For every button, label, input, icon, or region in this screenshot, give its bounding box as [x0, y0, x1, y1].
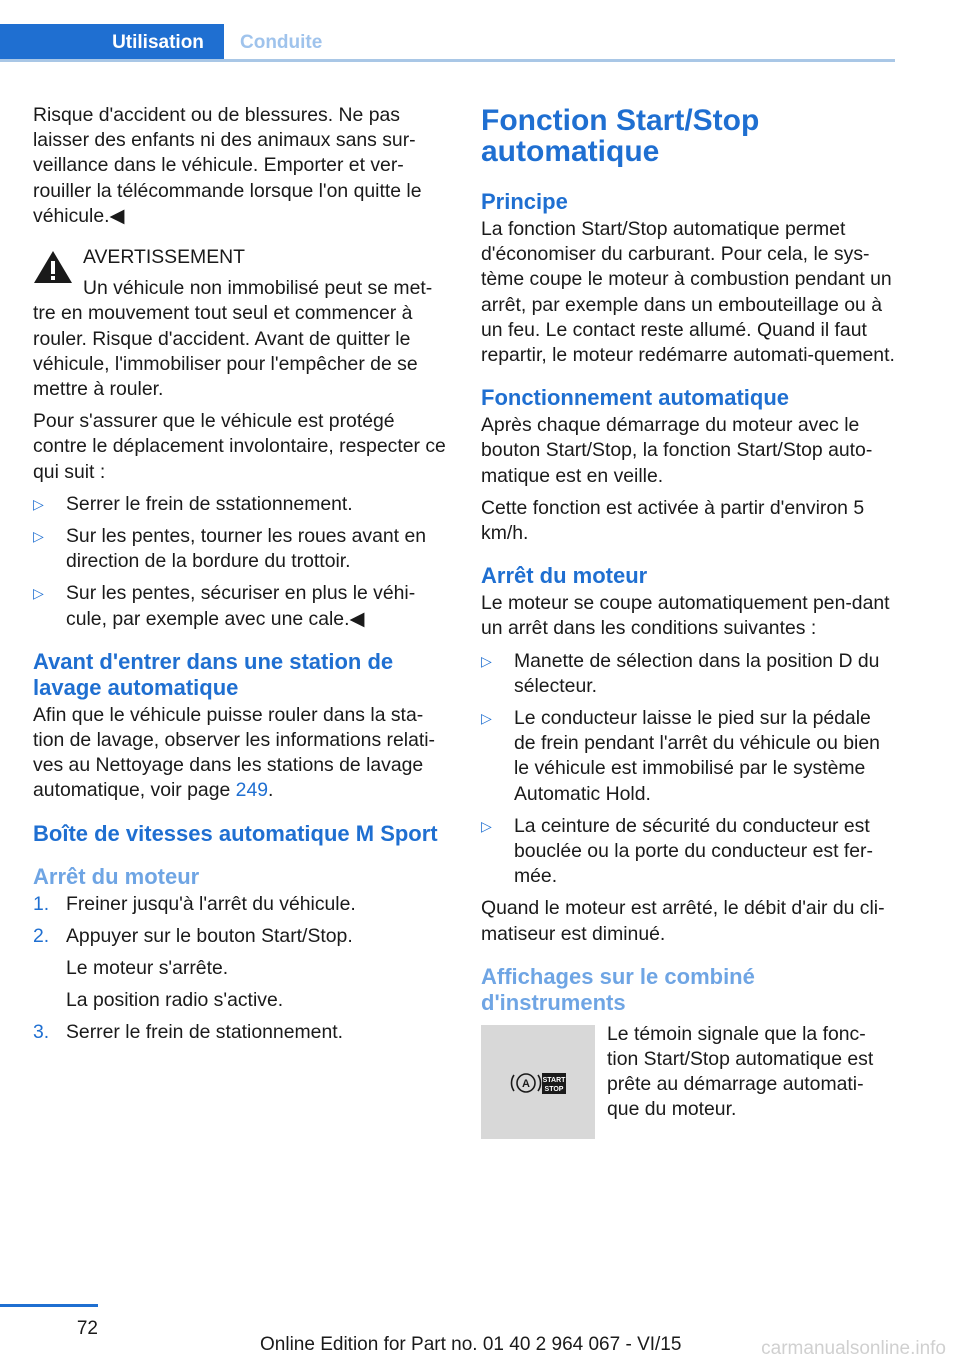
chapter-tabs: [0, 24, 895, 62]
principle-paragraph: La fonction Start/Stop automatique permet d'économiser du carburant. Pour cela, le sys‐tème coupe le moteur à combustion pendant un arrêt, par exemple dans un embouteillage ou à un feu. Le contact reste allumé. Quand il faut repartir, le moteur redémarre automati‐quement.: [481, 218, 895, 367]
indicator-stop-label: STOP: [544, 1085, 564, 1093]
left-paragraph-2: Pour s'assurer que le véhicule est protégé contre le déplacement involontaire, respecter ce qui suit :: [33, 410, 446, 483]
step-text: Freiner jusqu'à l'arrêt du véhicule.: [66, 892, 356, 915]
list-item-text: Sur les pentes, tourner les roues avant en direction de la bordure du trottoir.: [66, 525, 427, 573]
step-subtext: Le moteur s'arrête.: [66, 957, 229, 980]
right-bullet-list: [481, 649, 895, 890]
list-item-text: Sur les pentes, sécuriser en plus le véhi‐cule, par exemple avec une cale.◀: [66, 582, 416, 630]
car-wash-end: .: [268, 779, 274, 802]
list-item: [481, 814, 895, 890]
indicator-start-label: START: [542, 1076, 566, 1084]
triangle-bullet-icon: ▷: [33, 585, 44, 602]
list-item-text: La ceinture de sécurité du conducteur est bouclée ou la porte du conducteur est fer‐mée.: [514, 814, 873, 888]
page-link[interactable]: 249: [235, 779, 269, 802]
indicator-image: [481, 1025, 595, 1139]
list-item-text: Le conducteur laisse le pied sur la pédale de frein pendant l'arrêt du véhicule ou bien le véhicule est immobilisé par le système Automatic Hold.: [514, 707, 880, 805]
engine-stop-paragraph: Le moteur se coupe automatiquement pen‐dant un arrêt dans les conditions suivantes :: [481, 592, 890, 640]
list-item-text: Serrer le frein de sstationnement.: [66, 492, 353, 515]
heading-car-wash: Avant d'entrer dans une station de lavage automatique: [33, 648, 394, 700]
auto-paragraph-1: Après chaque démarrage du moteur avec le bouton Start/Stop, la fonction Start/Stop auto‐matique est en veille.: [481, 414, 873, 487]
warning-body: Un véhicule non immobilisé peut se met‐tre en mouvement tout seul et commencer à rouler. Risque d'accident. Avant de quitter le véhicule, l'immobiliser pour l'empêcher de se mettre à rouler.: [33, 277, 433, 401]
left-paragraph-1: Risque d'accident ou de blessures. Ne pas laisser des enfants ni des animaux sans sur‐veillance dans le véhicule. Emporter et ver‐rouiller la télécommande lorsque l'on quitte le véhicule.◀: [33, 104, 422, 227]
heading-instrument-display: Affichages sur le combiné d'instruments: [481, 963, 755, 1015]
step-subtext: La position radio s'active.: [66, 989, 284, 1012]
car-wash-text: Afin que le véhicule puisse rouler dans la sta‐tion de lavage, observer les informations relati‐ves au Nettoyage dans les stations de lavage automatique, voir page: [33, 703, 436, 802]
triangle-bullet-icon: ▷: [481, 817, 492, 834]
heading-gearbox: Boîte de vitesses automatique M Sport: [33, 820, 438, 846]
indicator-letter: A: [522, 1077, 530, 1090]
triangle-bullet-icon: ▷: [481, 652, 492, 669]
step-number: 2.: [33, 924, 50, 947]
heading-engine-stop-right: Arrêt du moteur: [481, 563, 648, 589]
tab-utilisation-label: Utilisation: [112, 32, 204, 53]
step-text: Appuyer sur le bouton Start/Stop.: [66, 924, 353, 947]
list-item-text: Manette de sélection dans la position D du sélecteur.: [514, 649, 880, 697]
heading-principle: Principe: [481, 189, 568, 214]
step-number: 3.: [33, 1021, 50, 1044]
watermark: carmanualsonline.info: [761, 1338, 946, 1359]
triangle-bullet-icon: ▷: [33, 528, 44, 545]
tab-conduite[interactable]: [240, 24, 322, 62]
tab-utilisation[interactable]: [0, 24, 224, 62]
list-item: [33, 1020, 448, 1045]
list-item: [33, 492, 448, 517]
triangle-bullet-icon: ▷: [33, 495, 44, 512]
triangle-bullet-icon: ▷: [481, 710, 492, 727]
heading-auto-operation: Fonctionnement automatique: [481, 385, 789, 411]
indicator-description: Le témoin signale que la fonc‐tion Start/Stop automatique est prête au démarrage automati‐que du moteur.: [607, 1022, 874, 1121]
heading-engine-stop-left: Arrêt du moteur: [33, 863, 200, 889]
list-item: [33, 524, 448, 574]
start-stop-indicator-icon: [481, 1025, 595, 1139]
after-stop-paragraph: Quand le moteur est arrêté, le débit d'air du cli‐matiseur est diminué.: [481, 897, 885, 945]
left-bullet-list: [33, 492, 448, 632]
page-title: Fonction Start/Stop automatique: [481, 104, 760, 168]
edition-text: Online Edition for Part no. 01 40 2 964 067 - VI/15: [260, 1334, 682, 1355]
tab-underline: [0, 59, 895, 62]
indicator-block: [481, 1022, 895, 1140]
warning-title: AVERTISSEMENT: [83, 246, 245, 269]
steps-list: [33, 892, 448, 1046]
step-number: 1.: [33, 892, 50, 915]
list-item: [33, 924, 448, 1014]
step-text: Serrer le frein de stationnement.: [66, 1021, 343, 1044]
warning-icon: [33, 250, 73, 284]
car-wash-paragraph: [33, 703, 448, 804]
page-number: 72: [76, 1318, 98, 1339]
footer-rule: [0, 1304, 98, 1307]
tab-conduite-label: Conduite: [240, 32, 323, 53]
right-column: [481, 103, 895, 1140]
warning-block: [33, 245, 448, 270]
left-column: [33, 103, 448, 1053]
list-item: [33, 892, 448, 917]
list-item: [481, 649, 895, 699]
auto-paragraph-2: Cette fonction est activée à partir d'environ 5 km/h.: [481, 496, 865, 545]
list-item: [33, 581, 448, 631]
list-item: [481, 706, 895, 807]
